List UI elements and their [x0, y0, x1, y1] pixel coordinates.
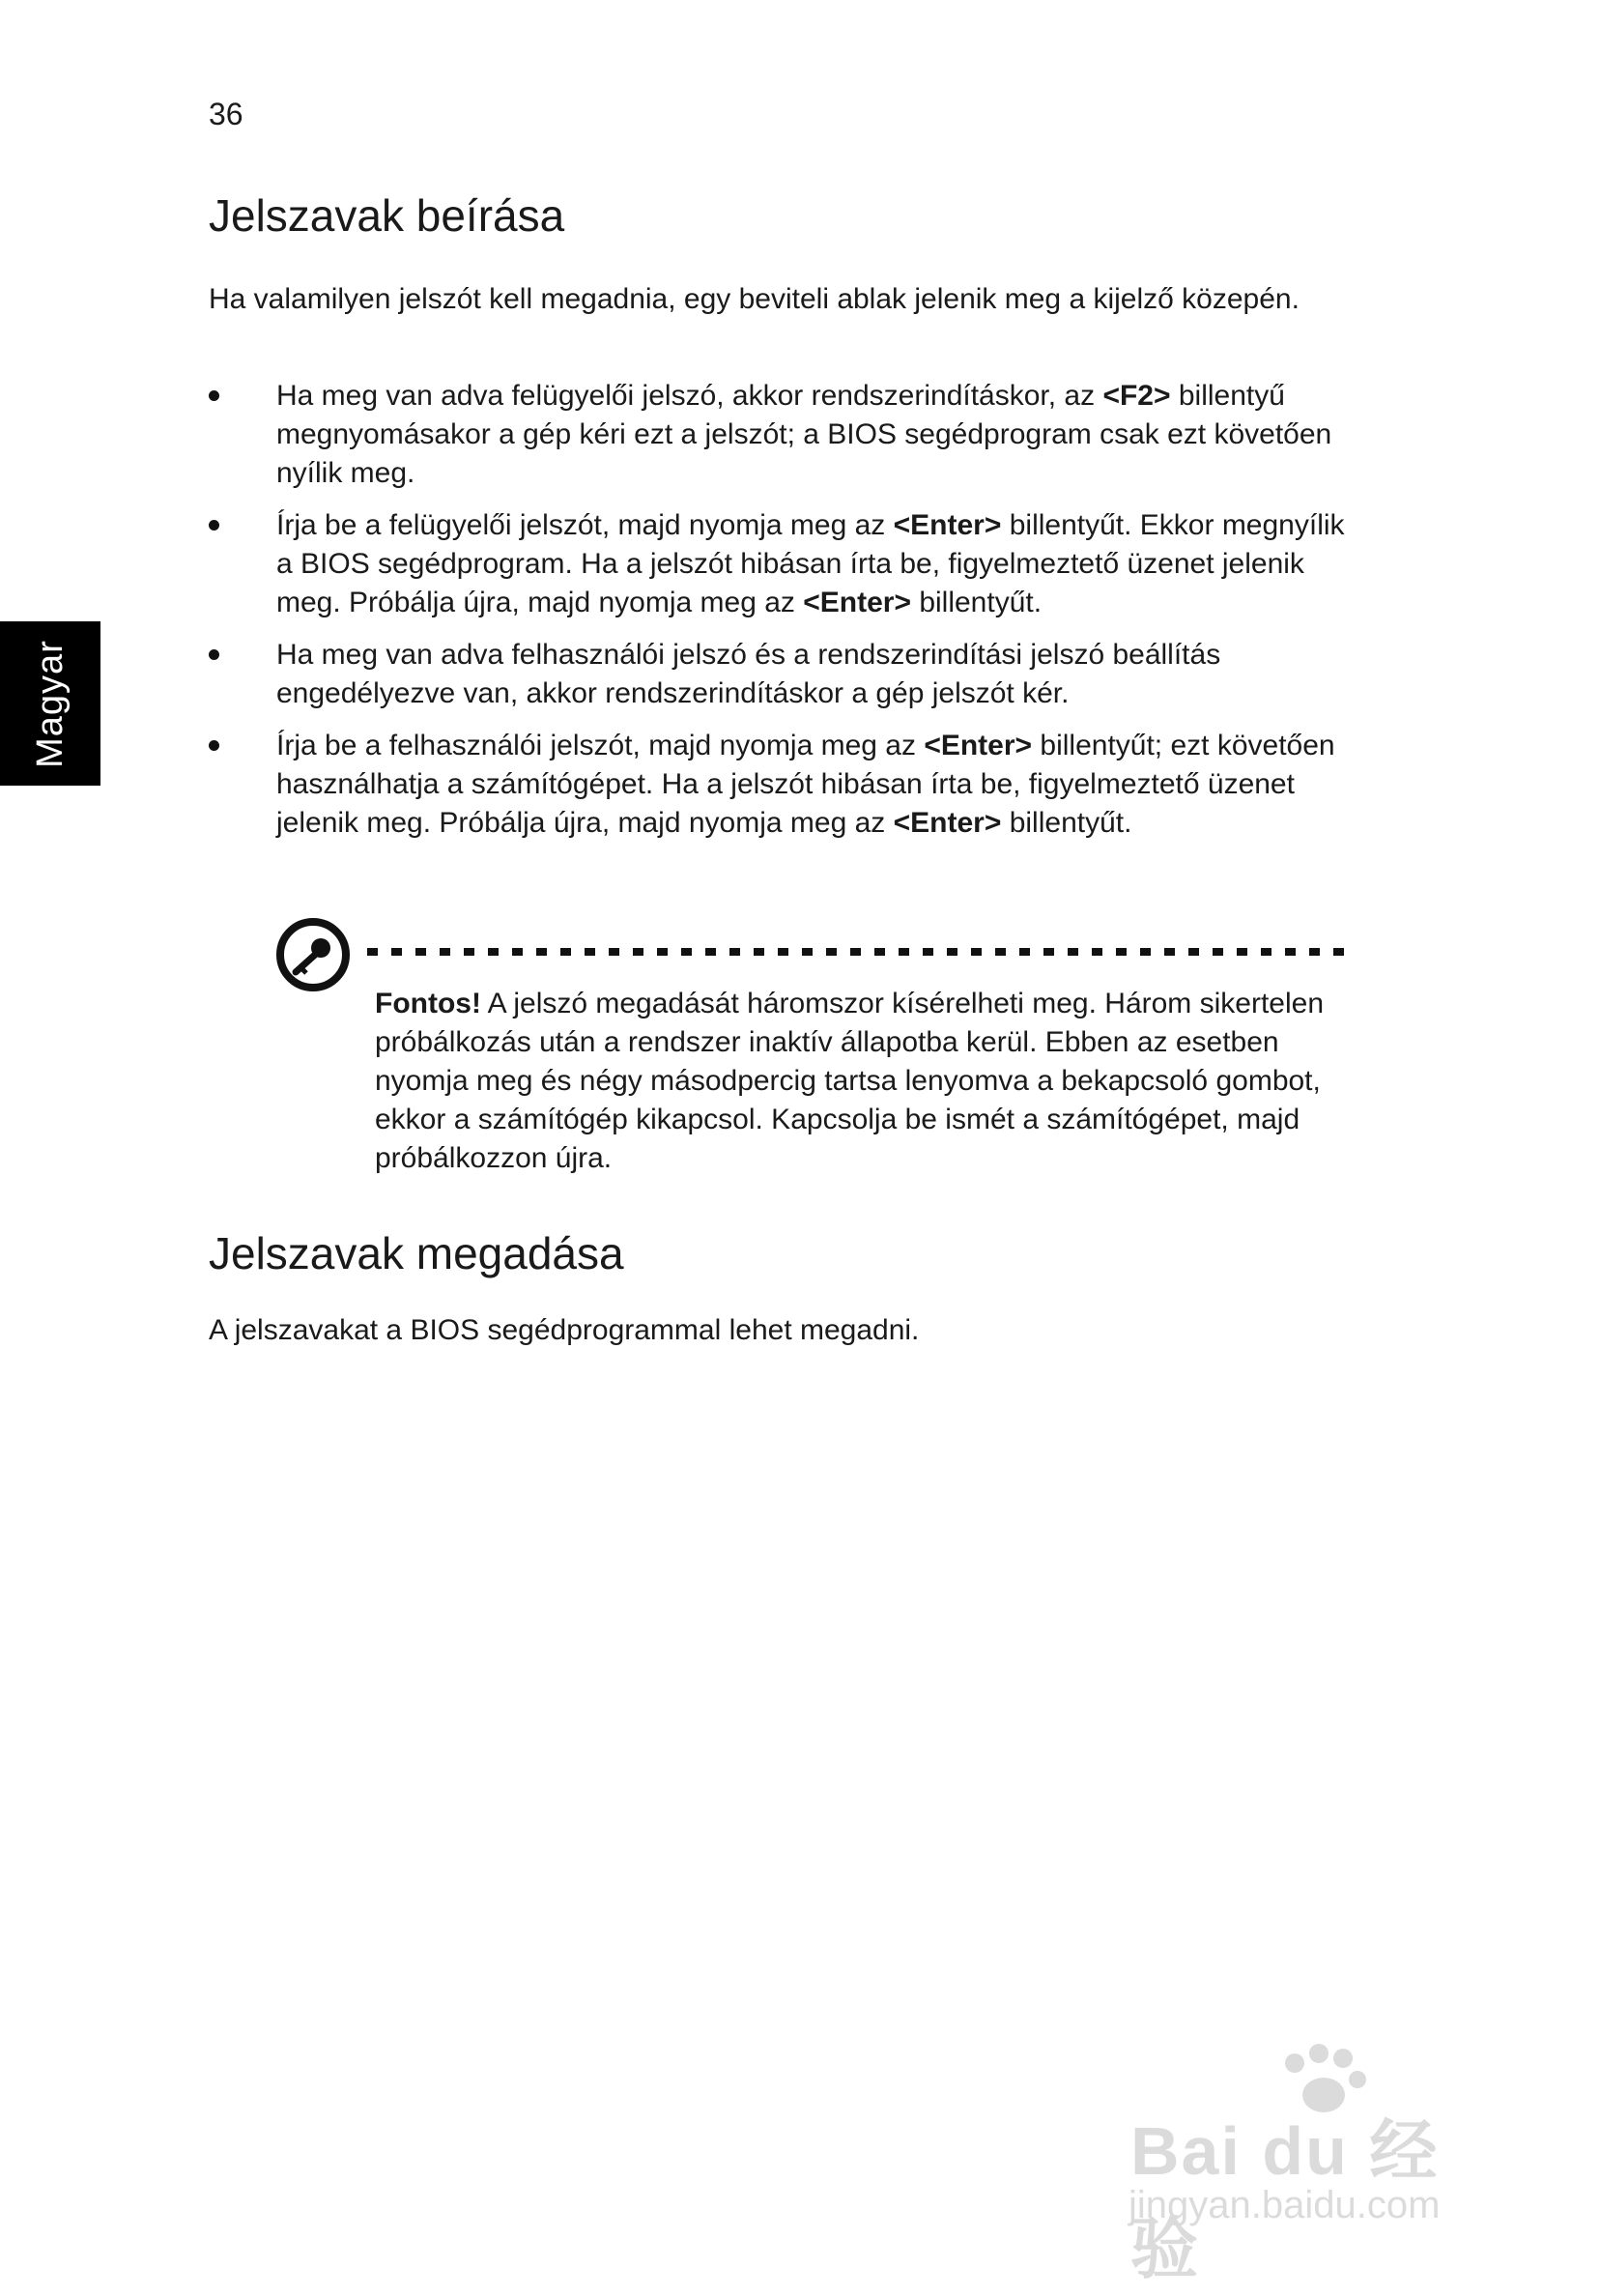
page-number: 36 — [209, 97, 243, 131]
list-item-text: Ha meg van adva felügyelői jelszó, akkor rendszerindításkor, az — [276, 380, 1103, 412]
section2-paragraph: A jelszavakat a BIOS segédprogrammal lehet megadni. — [209, 1314, 920, 1346]
bullet-list — [209, 377, 1349, 856]
note-divider — [367, 948, 1345, 956]
bullet-icon — [209, 649, 219, 660]
important-note — [375, 985, 1341, 1178]
list-item — [209, 727, 1349, 843]
key-name: <F2> — [1102, 380, 1171, 412]
language-side-tab-label: Magyar — [29, 639, 71, 768]
key-icon — [274, 916, 352, 993]
note-body: A jelszó megadását háromszor kísérelheti meg. Három sikertelen próbálkozás után a rendszer inaktív állapotba kerül. Ebben az esetben nyomja meg és négy másodpercig tartsa lenyomva a bekapcsoló gombot, ekkor a számítógép kikapcsol. Kapcsolja be ismét a számítógépet, majd próbálkozzon újra. — [375, 988, 1325, 1174]
section-heading-setting-passwords: Jelszavak megadása — [209, 1228, 624, 1278]
key-name: <Enter> — [803, 587, 911, 618]
list-item-text: billentyűt; ezt követően használhatja a számítógépet. Ha a jelszót hibásan írta be, figyelmeztető üzenet jelenik meg. Próbálja újra, majd nyomja meg az — [276, 730, 1335, 839]
section-heading-entering-passwords: Jelszavak beírása — [209, 190, 565, 241]
watermark-url: jingyan.baidu.com — [1129, 2184, 1441, 2226]
list-item-text: billentyűt. — [910, 587, 1043, 618]
note-label: Fontos! — [375, 988, 481, 1019]
key-name: <Enter> — [893, 509, 1002, 541]
list-item-text: Írja be a felhasználói jelszót, majd nyomja meg az — [276, 730, 925, 761]
list-item — [209, 636, 1349, 713]
list-item-text: billentyű megnyomásakor a gép kéri ezt a jelszót; a BIOS segédprogram csak ezt követően nyílik meg. — [276, 380, 1332, 489]
key-name: <Enter> — [893, 807, 1002, 839]
bullet-icon — [209, 740, 219, 751]
list-item-text: billentyűt. — [1001, 807, 1132, 839]
list-item — [209, 506, 1349, 622]
baidu-watermark — [1121, 2039, 1507, 2286]
bullet-icon — [209, 390, 219, 401]
list-item-text: Ha meg van adva felhasználói jelszó és a rendszerindítási jelszó beállítás engedélyezve van, akkor rendszerindításkor a gép jelszót kér. — [276, 639, 1221, 709]
bullet-icon — [209, 520, 219, 531]
key-name: <Enter> — [924, 730, 1033, 761]
list-item-text: billentyűt. Ekkor megnyílik a BIOS segédprogram. Ha a jelszót hibásan írta be, figyelmeztető üzenet jelenik meg. Próbálja újra, majd nyomja meg az — [276, 509, 1345, 618]
intro-paragraph: Ha valamilyen jelszót kell megadnia, egy beviteli ablak jelenik meg a kijelző közepén. — [209, 283, 1300, 315]
list-item — [209, 377, 1349, 493]
language-side-tab — [0, 621, 100, 786]
watermark-logo: Bai du 经验 — [1130, 2113, 1440, 2286]
list-item-text: Írja be a felügyelői jelszót, majd nyomja meg az — [276, 509, 894, 541]
